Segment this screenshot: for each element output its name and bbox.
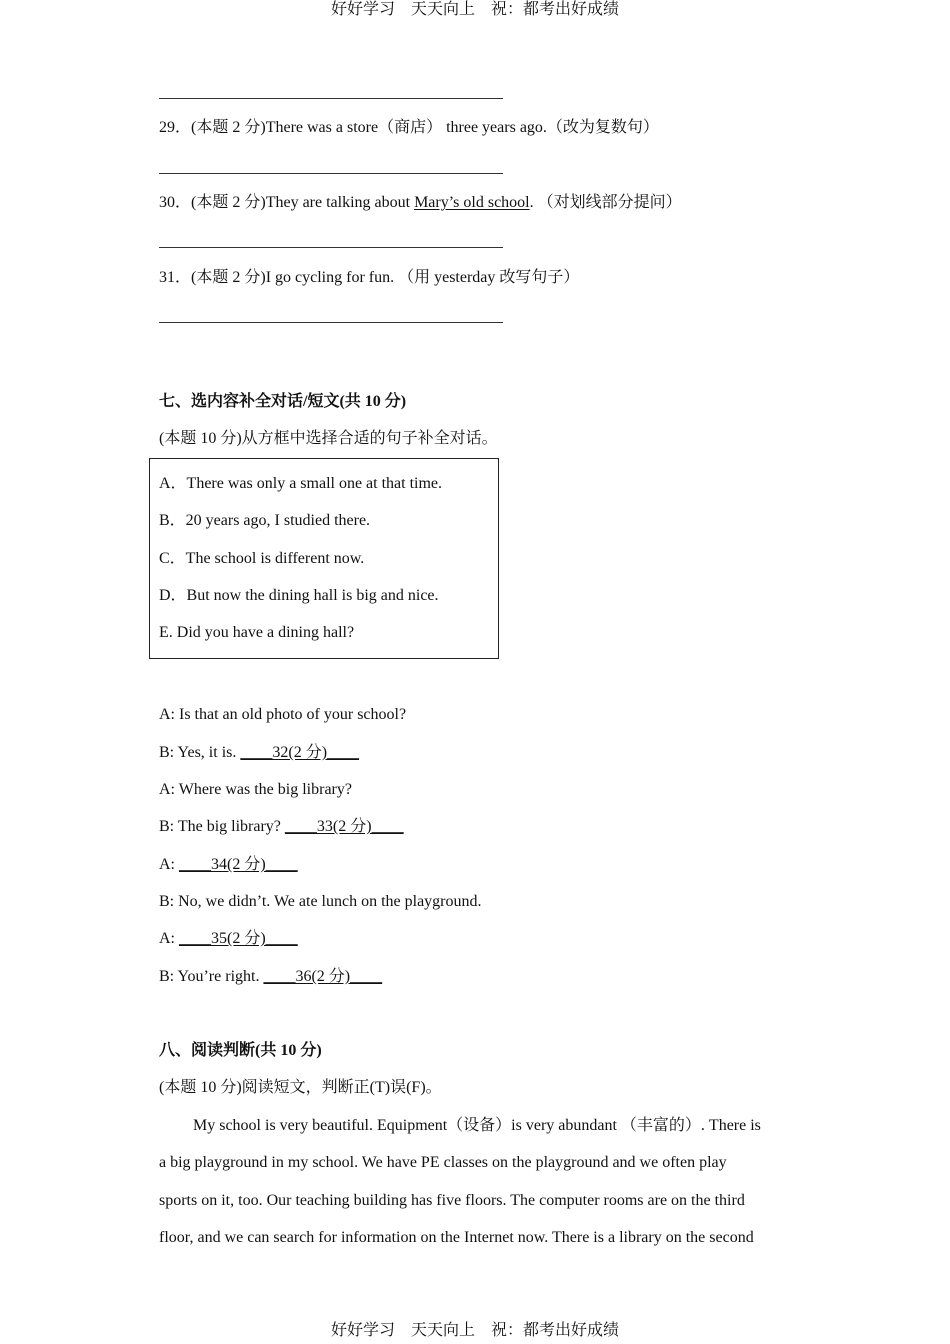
dialogue-line: A: Is that an old photo of your school? (159, 706, 407, 723)
passage-line: sports on it, too. Our teaching building has five floors. The computer rooms are on the third (159, 1192, 745, 1209)
blank-32[interactable]: ____32(2 分)____ (240, 744, 360, 761)
option-a: A．There was only a small one at that time. (159, 475, 443, 492)
option-e: E. Did you have a dining hall? (159, 624, 355, 641)
question-points: (本题 2 分) (191, 269, 266, 286)
answer-line (159, 247, 503, 248)
blank-33[interactable]: ____33(2 分)____ (284, 818, 404, 835)
underlined-phrase: Mary’s old school (414, 194, 530, 211)
section-8-instruction: (本题 10 分)阅读短文，判断正(T)误(F)。 (159, 1079, 442, 1096)
dialogue-line: B: No, we didn’t. We ate lunch on the playground. (159, 893, 482, 910)
question-30 (159, 193, 682, 213)
question-text-end: . （对划线部分提问） (529, 194, 682, 211)
section-7-instruction: (本题 10 分)从方框中选择合适的句子补全对话。 (159, 430, 498, 447)
answer-line (159, 173, 503, 174)
dialogue-line: B: You’re right. ____36(2 分)____ (159, 968, 383, 985)
question-31 (159, 268, 579, 288)
blank-34[interactable]: ____34(2 分)____ (179, 856, 298, 873)
option-b: B．20 years ago, I studied there. (159, 512, 371, 529)
dialogue-line: A: ____34(2 分)____ (159, 856, 298, 873)
dialogue-line: B: Yes, it is. ____32(2 分)____ (159, 744, 360, 761)
option-c: C．The school is different now. (159, 550, 365, 567)
question-number: 29． (159, 119, 192, 136)
section-7-title: 七、选内容补全对话/短文(共 10 分) (159, 393, 407, 410)
question-points: (本题 2 分) (191, 194, 266, 211)
question-text: They are talking about (265, 194, 415, 211)
blank-36[interactable]: ____36(2 分)____ (263, 968, 383, 985)
section-8-title: 八、阅读判断(共 10 分) (159, 1042, 322, 1059)
dialogue-line: A: ____35(2 分)____ (159, 930, 298, 947)
page-header: 好好学习 天天向上 祝：都考出好成绩 (330, 1, 619, 18)
passage-line: a big playground in my school. We have PE classes on the playground and we often play (159, 1154, 727, 1171)
passage-line: floor, and we can search for information on the Internet now. There is a library on the second (159, 1229, 754, 1246)
passage-line: My school is very beautiful. Equipment（设备）is very abundant （丰富的）. There is (193, 1117, 761, 1134)
dialogue-line: B: The big library? ____33(2 分)____ (159, 818, 404, 835)
question-text: There was a store（商店） three years ago.（改为复数句） (265, 119, 659, 136)
page-footer: 好好学习 天天向上 祝：都考出好成绩 (330, 1322, 619, 1339)
question-number: 30． (159, 194, 192, 211)
question-points: (本题 2 分) (191, 119, 266, 136)
answer-line (159, 98, 503, 99)
answer-line (159, 322, 503, 323)
dialogue-line: A: Where was the big library? (159, 781, 352, 798)
question-29 (159, 118, 659, 138)
question-text: I go cycling for fun. （用 yesterday 改写句子） (265, 269, 580, 286)
option-d: D．But now the dining hall is big and nice. (159, 587, 439, 604)
question-number: 31． (159, 269, 192, 286)
blank-35[interactable]: ____35(2 分)____ (179, 930, 298, 947)
